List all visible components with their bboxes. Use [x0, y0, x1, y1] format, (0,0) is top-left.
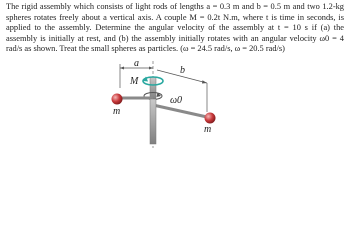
label-M: M [130, 76, 139, 87]
upper-shaft [150, 77, 156, 99]
problem-text: The rigid assembly which consists of light rods of lengths a = 0.3 m and b = 0.5 m and two 1.2-kg spheres rotates freely about a vertical axis. A couple M = 0.2t N.m, where t is time in seconds, is applied to the assembly. Determine the angular velocity of the assembly at t = 10 s if (a) the assembly is initially at rest, and (b) the assembly initially rotates with an angular velocity ω0 = 4 rad/s as shown. Treat the small spheres as particles. (ω = 24.5 rad/s, ω = 20.5 rad/s) [6, 2, 344, 54]
sphere-right [205, 113, 216, 124]
label-b: b [180, 65, 185, 76]
rod-right [153, 105, 207, 117]
label-a: a [134, 58, 139, 69]
label-omega0: ω0 [170, 95, 183, 106]
label-m-left: m [113, 106, 121, 117]
lower-shaft [150, 99, 156, 144]
sphere-left [112, 94, 123, 105]
label-m-right: m [204, 124, 212, 135]
